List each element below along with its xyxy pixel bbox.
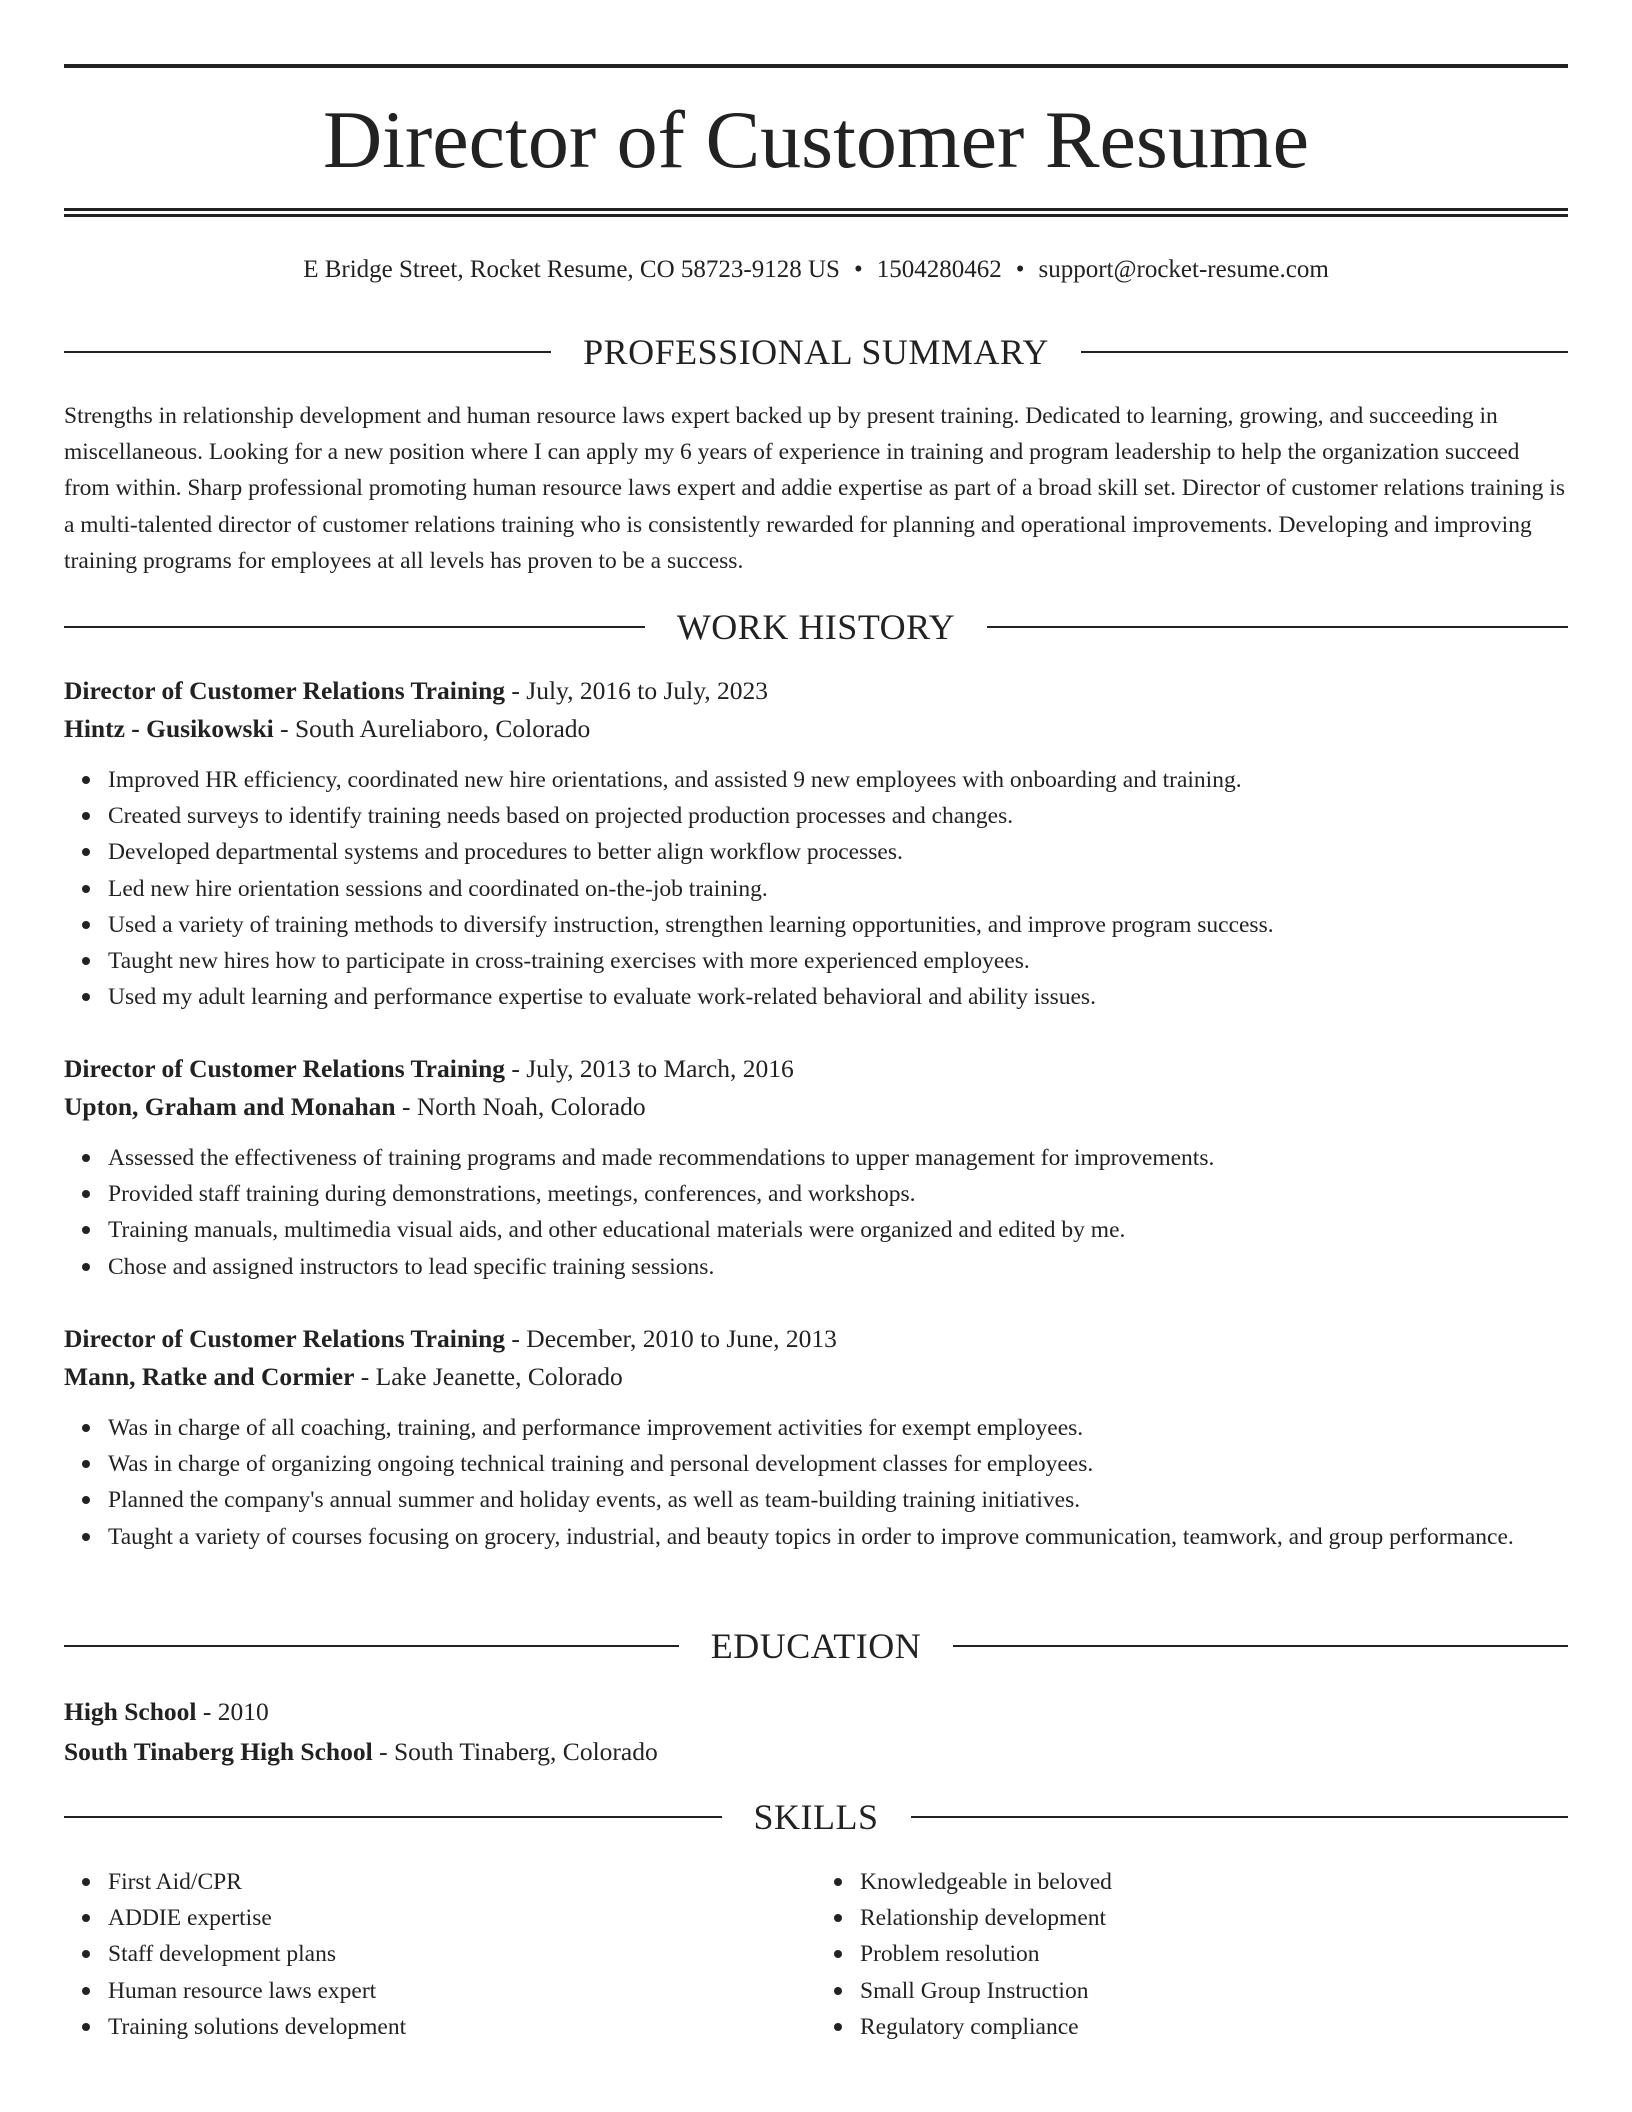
job-company: Hintz - Gusikowski — [64, 714, 274, 743]
list-item: Planned the company's annual summer and holiday events, as well as team-building training initiatives. — [108, 1482, 1568, 1518]
list-item: Taught new hires how to participate in cross-training exercises with more experienced employees. — [108, 943, 1568, 979]
heading-rule-right — [953, 1645, 1568, 1647]
job-bullets — [64, 1410, 1568, 1555]
contact-phone: 1504280462 — [876, 256, 1002, 283]
section-title: EDUCATION — [710, 1626, 922, 1666]
job-company-line — [64, 1358, 1568, 1396]
job-title: Director of Customer Relations Training — [64, 676, 506, 705]
skill-item: Training solutions development — [108, 2009, 816, 2045]
job-bullets — [64, 762, 1568, 1015]
title-double-rule — [64, 208, 1568, 217]
job-title: Director of Customer Relations Training — [64, 1054, 506, 1083]
skills-list — [64, 1864, 1568, 2045]
list-item: Provided staff training during demonstrations, meetings, conferences, and workshops. — [108, 1176, 1568, 1212]
list-item: Led new hire orientation sessions and coordinated on-the-job training. — [108, 871, 1568, 907]
education-year: - 2010 — [196, 1697, 269, 1726]
job-location: - North Noah, Colorado — [395, 1092, 646, 1121]
job-dates: - July, 2013 to March, 2016 — [505, 1054, 794, 1083]
job-company: Upton, Graham and Monahan — [64, 1092, 396, 1121]
heading-rule-right — [987, 626, 1568, 628]
job-dates: - July, 2016 to July, 2023 — [505, 676, 769, 705]
contact-email[interactable]: support@rocket-resume.com — [1038, 256, 1329, 283]
summary-text: Strengths in relationship development and human resource laws expert backed up by present training. Dedicated to learning, growing, and succeeding in miscellaneous. Looking for a new position where I can apply my 6 years of experience in training and program leadership to help the organization succeed from within. Sharp professional promoting human resource laws expert and addie expertise as part of a broad skill set. Director of customer relations training is a multi-talented director of customer relations training who is consistently rewarded for planning and operational improvements. Developing and improving training programs for employees at all levels has proven to be a success. — [64, 403, 1565, 574]
list-item: Used my adult learning and performance expertise to evaluate work-related behavioral and ability issues. — [108, 979, 1568, 1015]
job-title-line — [64, 672, 1568, 710]
heading-rule-left — [64, 1816, 722, 1818]
education-degree: High School — [64, 1697, 197, 1726]
skill-item: Regulatory compliance — [860, 2009, 1568, 2045]
job-bullets — [64, 1140, 1568, 1285]
section-heading-skills — [64, 1797, 1568, 1837]
job-company-line — [64, 1088, 1568, 1126]
heading-rule-right — [911, 1816, 1569, 1818]
education-school: South Tinaberg High School — [64, 1737, 373, 1766]
section-title: PROFESSIONAL SUMMARY — [583, 332, 1049, 372]
list-item: Used a variety of training methods to diversify instruction, strengthen learning opportunities, and improve program success. — [108, 907, 1568, 943]
skill-item: Knowledgeable in beloved — [860, 1864, 1568, 1900]
list-item: Developed departmental systems and procedures to better align workflow processes. — [108, 834, 1568, 870]
skill-item: Problem resolution — [860, 1936, 1568, 1972]
top-rule — [64, 64, 1568, 68]
contact-address: E Bridge Street, Rocket Resume, CO 58723-9128 US — [303, 256, 840, 283]
section-heading-work-history — [64, 607, 1568, 647]
heading-rule-left — [64, 626, 645, 628]
skill-item: Small Group Instruction — [860, 1973, 1568, 2009]
job-dates: - December, 2010 to June, 2013 — [505, 1324, 837, 1353]
skills-column-right — [816, 1864, 1568, 2045]
contact-separator: • — [853, 256, 863, 283]
section-heading-summary — [64, 332, 1568, 372]
list-item: Taught a variety of courses focusing on grocery, industrial, and beauty topics in order to improve communication, teamwork, and group performance. — [108, 1519, 1568, 1555]
education-location: - South Tinaberg, Colorado — [372, 1737, 658, 1766]
section-title: WORK HISTORY — [676, 607, 956, 647]
heading-rule-right — [1081, 351, 1568, 353]
contact-separator: • — [1015, 256, 1025, 283]
list-item: Improved HR efficiency, coordinated new hire orientations, and assisted 9 new employees with onboarding and training. — [108, 762, 1568, 798]
job-location: - Lake Jeanette, Colorado — [354, 1362, 623, 1391]
list-item: Chose and assigned instructors to lead specific training sessions. — [108, 1249, 1568, 1285]
heading-rule-left — [64, 1645, 679, 1647]
skill-item: Human resource laws expert — [108, 1973, 816, 2009]
list-item: Was in charge of organizing ongoing technical training and personal development classes for employees. — [108, 1446, 1568, 1482]
job-title-line — [64, 1320, 1568, 1358]
section-heading-education — [64, 1626, 1568, 1666]
job-entry — [64, 1320, 1568, 1555]
skill-item: ADDIE expertise — [108, 1900, 816, 1936]
skill-item: Staff development plans — [108, 1936, 816, 1972]
section-title: SKILLS — [753, 1797, 879, 1837]
skill-item: First Aid/CPR — [108, 1864, 816, 1900]
list-item: Assessed the effectiveness of training programs and made recommendations to upper management for improvements. — [108, 1140, 1568, 1176]
heading-rule-left — [64, 351, 551, 353]
list-item: Was in charge of all coaching, training, and performance improvement activities for exempt employees. — [108, 1410, 1568, 1446]
skills-column-left — [64, 1864, 816, 2045]
job-location: - South Aureliaboro, Colorado — [273, 714, 591, 743]
education-school-line — [64, 1732, 1568, 1772]
list-item: Training manuals, multimedia visual aids, and other educational materials were organized and edited by me. — [108, 1212, 1568, 1248]
education-degree-line — [64, 1692, 1568, 1732]
job-entry — [64, 1050, 1568, 1285]
job-company-line — [64, 710, 1568, 748]
skill-item: Relationship development — [860, 1900, 1568, 1936]
list-item: Created surveys to identify training needs based on projected production processes and changes. — [108, 798, 1568, 834]
job-title-line — [64, 1050, 1568, 1088]
job-company: Mann, Ratke and Cormier — [64, 1362, 355, 1391]
job-title: Director of Customer Relations Training — [64, 1324, 506, 1353]
education-entry — [64, 1692, 1568, 1772]
job-entry — [64, 672, 1568, 1015]
contact-line — [64, 254, 1568, 286]
resume-title: Director of Customer Resume — [322, 94, 1310, 185]
